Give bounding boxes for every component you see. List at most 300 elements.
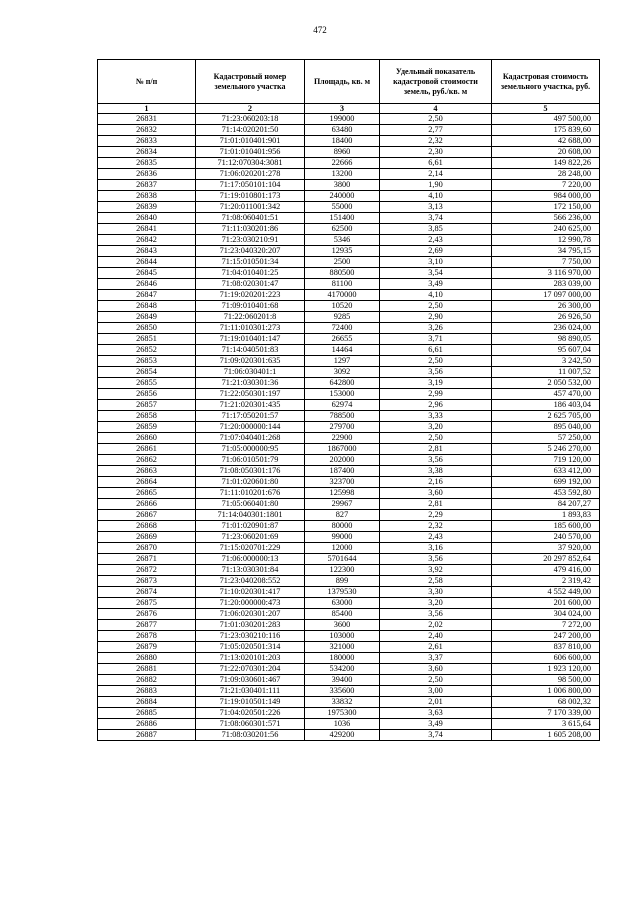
table-row xyxy=(98,213,600,224)
cadastral-value-cell: 606 600,00 xyxy=(492,653,600,664)
table-row xyxy=(98,587,600,598)
row-number-cell: 26868 xyxy=(98,521,196,532)
area-cell: 122300 xyxy=(305,565,380,576)
cadastral-number-cell: 71:09:020301:635 xyxy=(196,356,305,367)
cadastral-value-cell: 2 625 705,00 xyxy=(492,411,600,422)
cadastral-value-cell: 201 600,00 xyxy=(492,598,600,609)
cadastral-number-cell: 71:14:040501:83 xyxy=(196,345,305,356)
cadastral-value-cell: 1 006 800,00 xyxy=(492,686,600,697)
row-number-cell: 26849 xyxy=(98,312,196,323)
row-number-cell: 26878 xyxy=(98,631,196,642)
cadastral-value-cell: 34 795,15 xyxy=(492,246,600,257)
specific-value-cell: 2,40 xyxy=(380,631,492,642)
cadastral-value-cell: 57 250,00 xyxy=(492,433,600,444)
specific-value-cell: 3,20 xyxy=(380,598,492,609)
cadastral-number-cell: 71:08:060301:571 xyxy=(196,719,305,730)
area-cell: 10520 xyxy=(305,301,380,312)
row-number-cell: 26856 xyxy=(98,389,196,400)
area-cell: 321000 xyxy=(305,642,380,653)
row-number-cell: 26844 xyxy=(98,257,196,268)
row-number-cell: 26850 xyxy=(98,323,196,334)
row-number-cell: 26852 xyxy=(98,345,196,356)
cadastral-value-cell: 3 242,50 xyxy=(492,356,600,367)
cadastral-number-cell: 71:09:030601:467 xyxy=(196,675,305,686)
table-row xyxy=(98,301,600,312)
row-number-cell: 26883 xyxy=(98,686,196,697)
table-row xyxy=(98,499,600,510)
cadastral-value-table xyxy=(97,59,600,741)
area-cell: 4170000 xyxy=(305,290,380,301)
row-number-cell: 26859 xyxy=(98,422,196,433)
cadastral-number-cell: 71:14:040301:1801 xyxy=(196,510,305,521)
area-cell: 788500 xyxy=(305,411,380,422)
cadastral-value-cell: 175 839,60 xyxy=(492,125,600,136)
cadastral-value-cell: 5 246 270,00 xyxy=(492,444,600,455)
cadastral-value-cell: 2 050 532,00 xyxy=(492,378,600,389)
table-row xyxy=(98,730,600,741)
table-row xyxy=(98,224,600,235)
cadastral-number-cell: 71:23:040208:552 xyxy=(196,576,305,587)
column-number: 5 xyxy=(492,104,600,114)
table-row xyxy=(98,114,600,125)
specific-value-cell: 2,32 xyxy=(380,521,492,532)
specific-value-cell: 2,96 xyxy=(380,400,492,411)
specific-value-cell: 6,61 xyxy=(380,345,492,356)
specific-value-cell: 4,10 xyxy=(380,191,492,202)
specific-value-cell: 2,50 xyxy=(380,675,492,686)
area-cell: 3092 xyxy=(305,367,380,378)
cadastral-value-cell: 37 920,00 xyxy=(492,543,600,554)
area-cell: 1036 xyxy=(305,719,380,730)
area-cell: 99000 xyxy=(305,532,380,543)
area-cell: 12000 xyxy=(305,543,380,554)
cadastral-number-cell: 71:13:020101:203 xyxy=(196,653,305,664)
cadastral-value-cell: 11 007,52 xyxy=(492,367,600,378)
cadastral-value-cell: 479 416,00 xyxy=(492,565,600,576)
row-number-cell: 26833 xyxy=(98,136,196,147)
row-number-cell: 26842 xyxy=(98,235,196,246)
row-number-cell: 26882 xyxy=(98,675,196,686)
cadastral-value-cell: 12 990,78 xyxy=(492,235,600,246)
cadastral-value-cell: 20 297 852,64 xyxy=(492,554,600,565)
area-cell: 153000 xyxy=(305,389,380,400)
specific-value-cell: 2,29 xyxy=(380,510,492,521)
cadastral-number-cell: 71:10:020301:417 xyxy=(196,587,305,598)
row-number-cell: 26840 xyxy=(98,213,196,224)
cadastral-value-cell: 42 688,00 xyxy=(492,136,600,147)
specific-value-cell: 3,54 xyxy=(380,268,492,279)
specific-value-cell: 3,49 xyxy=(380,719,492,730)
area-cell: 202000 xyxy=(305,455,380,466)
table-row xyxy=(98,367,600,378)
table-row xyxy=(98,323,600,334)
area-cell: 3600 xyxy=(305,620,380,631)
cadastral-number-cell: 71:11:010301:273 xyxy=(196,323,305,334)
cadastral-number-cell: 71:07:040401:268 xyxy=(196,433,305,444)
area-cell: 80000 xyxy=(305,521,380,532)
cadastral-number-cell: 71:01:030201:283 xyxy=(196,620,305,631)
table-row xyxy=(98,510,600,521)
specific-value-cell: 2,81 xyxy=(380,444,492,455)
cadastral-value-cell: 7 220,00 xyxy=(492,180,600,191)
specific-value-cell: 2,32 xyxy=(380,136,492,147)
cadastral-value-cell: 304 024,00 xyxy=(492,609,600,620)
row-number-cell: 26876 xyxy=(98,609,196,620)
cadastral-number-cell: 71:17:050101:104 xyxy=(196,180,305,191)
cadastral-number-cell: 71:19:010801:173 xyxy=(196,191,305,202)
row-number-cell: 26886 xyxy=(98,719,196,730)
area-cell: 39400 xyxy=(305,675,380,686)
row-number-cell: 26863 xyxy=(98,466,196,477)
row-number-cell: 26836 xyxy=(98,169,196,180)
area-cell: 899 xyxy=(305,576,380,587)
row-number-cell: 26872 xyxy=(98,565,196,576)
area-cell: 72400 xyxy=(305,323,380,334)
area-cell: 22666 xyxy=(305,158,380,169)
cadastral-value-cell: 1 923 120,00 xyxy=(492,664,600,675)
cadastral-value-cell: 95 607,04 xyxy=(492,345,600,356)
area-cell: 880500 xyxy=(305,268,380,279)
cadastral-value-cell: 3 615,64 xyxy=(492,719,600,730)
cadastral-number-cell: 71:21:030301:36 xyxy=(196,378,305,389)
area-cell: 1297 xyxy=(305,356,380,367)
cadastral-value-cell: 1 893,83 xyxy=(492,510,600,521)
row-number-cell: 26874 xyxy=(98,587,196,598)
specific-value-cell: 3,20 xyxy=(380,422,492,433)
specific-value-cell: 3,56 xyxy=(380,554,492,565)
table-row xyxy=(98,653,600,664)
cadastral-number-cell: 71:23:060201:69 xyxy=(196,532,305,543)
table-row xyxy=(98,477,600,488)
row-number-cell: 26875 xyxy=(98,598,196,609)
table-row xyxy=(98,279,600,290)
area-cell: 279700 xyxy=(305,422,380,433)
cadastral-value-cell: 2 319,42 xyxy=(492,576,600,587)
specific-value-cell: 2,50 xyxy=(380,433,492,444)
table-row xyxy=(98,290,600,301)
table-body xyxy=(98,114,600,741)
table-row xyxy=(98,686,600,697)
specific-value-cell: 3,26 xyxy=(380,323,492,334)
table-row xyxy=(98,554,600,565)
cadastral-number-cell: 71:19:010501:149 xyxy=(196,697,305,708)
specific-value-cell: 3,13 xyxy=(380,202,492,213)
table-row xyxy=(98,125,600,136)
cadastral-number-cell: 71:04:020501:226 xyxy=(196,708,305,719)
area-cell: 335600 xyxy=(305,686,380,697)
cadastral-value-cell: 240 625,00 xyxy=(492,224,600,235)
specific-value-cell: 3,74 xyxy=(380,730,492,741)
table-row xyxy=(98,389,600,400)
specific-value-cell: 3,00 xyxy=(380,686,492,697)
table-row xyxy=(98,411,600,422)
table-row xyxy=(98,708,600,719)
specific-value-cell: 2,81 xyxy=(380,499,492,510)
table-row xyxy=(98,697,600,708)
row-number-cell: 26831 xyxy=(98,114,196,125)
cadastral-value-cell: 837 810,00 xyxy=(492,642,600,653)
row-number-cell: 26869 xyxy=(98,532,196,543)
specific-value-cell: 2,01 xyxy=(380,697,492,708)
cadastral-value-cell: 20 608,00 xyxy=(492,147,600,158)
specific-value-cell: 3,60 xyxy=(380,664,492,675)
row-number-cell: 26853 xyxy=(98,356,196,367)
cadastral-value-cell: 719 120,00 xyxy=(492,455,600,466)
row-number-cell: 26879 xyxy=(98,642,196,653)
table-row xyxy=(98,202,600,213)
specific-value-cell: 6,61 xyxy=(380,158,492,169)
cadastral-number-cell: 71:22:050301:197 xyxy=(196,389,305,400)
area-cell: 180000 xyxy=(305,653,380,664)
specific-value-cell: 2,99 xyxy=(380,389,492,400)
area-cell: 63480 xyxy=(305,125,380,136)
cadastral-number-cell: 71:12:070304:3081 xyxy=(196,158,305,169)
cadastral-number-cell: 71:17:050201:57 xyxy=(196,411,305,422)
area-cell: 8960 xyxy=(305,147,380,158)
table-row xyxy=(98,356,600,367)
table-row xyxy=(98,488,600,499)
area-cell: 534200 xyxy=(305,664,380,675)
cadastral-number-cell: 71:01:020601:80 xyxy=(196,477,305,488)
table-row xyxy=(98,268,600,279)
cadastral-value-cell: 1 605 208,00 xyxy=(492,730,600,741)
area-cell: 85400 xyxy=(305,609,380,620)
area-cell: 1975300 xyxy=(305,708,380,719)
table-row xyxy=(98,246,600,257)
specific-value-cell: 2,77 xyxy=(380,125,492,136)
table-row xyxy=(98,466,600,477)
specific-value-cell: 3,85 xyxy=(380,224,492,235)
row-number-cell: 26855 xyxy=(98,378,196,389)
cadastral-number-cell: 71:06:020301:207 xyxy=(196,609,305,620)
cadastral-number-cell: 71:23:030210:116 xyxy=(196,631,305,642)
cadastral-value-cell: 26 300,00 xyxy=(492,301,600,312)
row-number-cell: 26861 xyxy=(98,444,196,455)
cadastral-number-cell: 71:05:020501:314 xyxy=(196,642,305,653)
row-number-cell: 26864 xyxy=(98,477,196,488)
cadastral-value-cell: 3 116 970,00 xyxy=(492,268,600,279)
cadastral-number-cell: 71:04:010401:25 xyxy=(196,268,305,279)
area-cell: 5346 xyxy=(305,235,380,246)
area-cell: 1379530 xyxy=(305,587,380,598)
row-number-cell: 26839 xyxy=(98,202,196,213)
row-number-cell: 26865 xyxy=(98,488,196,499)
table-row xyxy=(98,620,600,631)
specific-value-cell: 2,58 xyxy=(380,576,492,587)
specific-value-cell: 3,30 xyxy=(380,587,492,598)
cadastral-value-cell: 236 024,00 xyxy=(492,323,600,334)
cadastral-value-cell: 98 890,05 xyxy=(492,334,600,345)
row-number-cell: 26858 xyxy=(98,411,196,422)
page-number: 472 xyxy=(313,25,327,35)
cadastral-number-cell: 71:11:030201:86 xyxy=(196,224,305,235)
specific-value-cell: 3,37 xyxy=(380,653,492,664)
specific-value-cell: 2,61 xyxy=(380,642,492,653)
table-row xyxy=(98,642,600,653)
specific-value-cell: 2,43 xyxy=(380,532,492,543)
cadastral-value-cell: 186 403,04 xyxy=(492,400,600,411)
cadastral-value-cell: 28 248,00 xyxy=(492,169,600,180)
cadastral-number-cell: 71:20:000000:473 xyxy=(196,598,305,609)
column-number: 4 xyxy=(380,104,492,114)
column-number-row xyxy=(98,104,600,114)
table-row xyxy=(98,169,600,180)
area-cell: 81100 xyxy=(305,279,380,290)
specific-value-cell: 3,71 xyxy=(380,334,492,345)
area-cell: 63000 xyxy=(305,598,380,609)
area-cell: 55000 xyxy=(305,202,380,213)
cadastral-number-cell: 71:22:060201:8 xyxy=(196,312,305,323)
specific-value-cell: 2,90 xyxy=(380,312,492,323)
cadastral-value-cell: 566 236,00 xyxy=(492,213,600,224)
cadastral-number-cell: 71:22:070301:204 xyxy=(196,664,305,675)
table-row xyxy=(98,675,600,686)
specific-value-cell: 2,50 xyxy=(380,114,492,125)
cadastral-value-cell: 699 192,00 xyxy=(492,477,600,488)
table-row xyxy=(98,345,600,356)
cadastral-value-cell: 457 470,00 xyxy=(492,389,600,400)
table-row xyxy=(98,158,600,169)
row-number-cell: 26866 xyxy=(98,499,196,510)
row-number-cell: 26845 xyxy=(98,268,196,279)
cadastral-value-cell: 149 822,26 xyxy=(492,158,600,169)
specific-value-cell: 1,90 xyxy=(380,180,492,191)
area-cell: 125998 xyxy=(305,488,380,499)
area-cell: 26655 xyxy=(305,334,380,345)
table-row xyxy=(98,664,600,675)
cadastral-number-cell: 71:11:010201:676 xyxy=(196,488,305,499)
area-cell: 2500 xyxy=(305,257,380,268)
column-number: 1 xyxy=(98,104,196,114)
cadastral-value-cell: 7 272,00 xyxy=(492,620,600,631)
table-row xyxy=(98,180,600,191)
specific-value-cell: 2,50 xyxy=(380,356,492,367)
specific-value-cell: 3,19 xyxy=(380,378,492,389)
row-number-cell: 26887 xyxy=(98,730,196,741)
cadastral-value-cell: 497 500,00 xyxy=(492,114,600,125)
cadastral-number-cell: 71:06:020201:278 xyxy=(196,169,305,180)
specific-value-cell: 3,56 xyxy=(380,609,492,620)
cadastral-number-cell: 71:23:060203:18 xyxy=(196,114,305,125)
area-cell: 12935 xyxy=(305,246,380,257)
specific-value-cell: 3,10 xyxy=(380,257,492,268)
specific-value-cell: 3,56 xyxy=(380,455,492,466)
table-row xyxy=(98,136,600,147)
cadastral-value-cell: 633 412,00 xyxy=(492,466,600,477)
cadastral-number-cell: 71:08:030201:56 xyxy=(196,730,305,741)
table-row xyxy=(98,543,600,554)
column-number: 3 xyxy=(305,104,380,114)
cadastral-number-cell: 71:21:030401:111 xyxy=(196,686,305,697)
area-cell: 429200 xyxy=(305,730,380,741)
cadastral-number-cell: 71:23:040320:207 xyxy=(196,246,305,257)
cadastral-value-cell: 895 040,00 xyxy=(492,422,600,433)
row-number-cell: 26870 xyxy=(98,543,196,554)
row-number-cell: 26885 xyxy=(98,708,196,719)
specific-value-cell: 3,56 xyxy=(380,367,492,378)
table-row xyxy=(98,312,600,323)
specific-value-cell: 2,30 xyxy=(380,147,492,158)
cadastral-number-cell: 71:19:010401:147 xyxy=(196,334,305,345)
cadastral-number-cell: 71:08:020301:47 xyxy=(196,279,305,290)
cadastral-value-cell: 26 926,50 xyxy=(492,312,600,323)
table-row xyxy=(98,719,600,730)
row-number-cell: 26880 xyxy=(98,653,196,664)
row-number-cell: 26848 xyxy=(98,301,196,312)
cadastral-value-cell: 17 097 000,00 xyxy=(492,290,600,301)
row-number-cell: 26854 xyxy=(98,367,196,378)
area-cell: 29967 xyxy=(305,499,380,510)
header-row xyxy=(98,60,600,104)
specific-value-cell: 3,38 xyxy=(380,466,492,477)
row-number-cell: 26862 xyxy=(98,455,196,466)
specific-value-cell: 2,14 xyxy=(380,169,492,180)
area-cell: 22900 xyxy=(305,433,380,444)
row-number-cell: 26867 xyxy=(98,510,196,521)
specific-value-cell: 2,02 xyxy=(380,620,492,631)
cadastral-number-cell: 71:01:010401:901 xyxy=(196,136,305,147)
cadastral-value-cell: 98 500,00 xyxy=(492,675,600,686)
cadastral-value-cell: 283 039,00 xyxy=(492,279,600,290)
table-row xyxy=(98,378,600,389)
cadastral-value-cell: 247 200,00 xyxy=(492,631,600,642)
cadastral-value-cell: 7 170 339,00 xyxy=(492,708,600,719)
cadastral-number-cell: 71:06:010501:79 xyxy=(196,455,305,466)
cadastral-value-cell: 185 600,00 xyxy=(492,521,600,532)
specific-value-cell: 4,10 xyxy=(380,290,492,301)
area-cell: 199000 xyxy=(305,114,380,125)
area-cell: 62974 xyxy=(305,400,380,411)
column-number: 2 xyxy=(196,104,305,114)
row-number-cell: 26832 xyxy=(98,125,196,136)
table-row xyxy=(98,235,600,246)
row-number-cell: 26884 xyxy=(98,697,196,708)
specific-value-cell: 3,33 xyxy=(380,411,492,422)
table-row xyxy=(98,147,600,158)
area-cell: 827 xyxy=(305,510,380,521)
row-number-cell: 26871 xyxy=(98,554,196,565)
cadastral-value-cell: 68 002,32 xyxy=(492,697,600,708)
cadastral-value-cell: 453 592,80 xyxy=(492,488,600,499)
row-number-cell: 26846 xyxy=(98,279,196,290)
header-area: Площадь, кв. м xyxy=(305,60,380,104)
table-row xyxy=(98,433,600,444)
cadastral-number-cell: 71:08:060401:51 xyxy=(196,213,305,224)
specific-value-cell: 3,49 xyxy=(380,279,492,290)
cadastral-number-cell: 71:09:010401:68 xyxy=(196,301,305,312)
cadastral-number-cell: 71:08:050301:176 xyxy=(196,466,305,477)
specific-value-cell: 3,16 xyxy=(380,543,492,554)
cadastral-number-cell: 71:19:020201:223 xyxy=(196,290,305,301)
table-row xyxy=(98,444,600,455)
table-row xyxy=(98,191,600,202)
cadastral-value-cell: 84 207,27 xyxy=(492,499,600,510)
row-number-cell: 26877 xyxy=(98,620,196,631)
table-row xyxy=(98,400,600,411)
table-row xyxy=(98,521,600,532)
table-row xyxy=(98,334,600,345)
cadastral-number-cell: 71:15:020701:229 xyxy=(196,543,305,554)
cadastral-value-cell: 984 000,00 xyxy=(492,191,600,202)
row-number-cell: 26843 xyxy=(98,246,196,257)
area-cell: 323700 xyxy=(305,477,380,488)
cadastral-value-cell: 172 150,00 xyxy=(492,202,600,213)
area-cell: 103000 xyxy=(305,631,380,642)
table-row xyxy=(98,631,600,642)
row-number-cell: 26838 xyxy=(98,191,196,202)
row-number-cell: 26841 xyxy=(98,224,196,235)
row-number-cell: 26873 xyxy=(98,576,196,587)
